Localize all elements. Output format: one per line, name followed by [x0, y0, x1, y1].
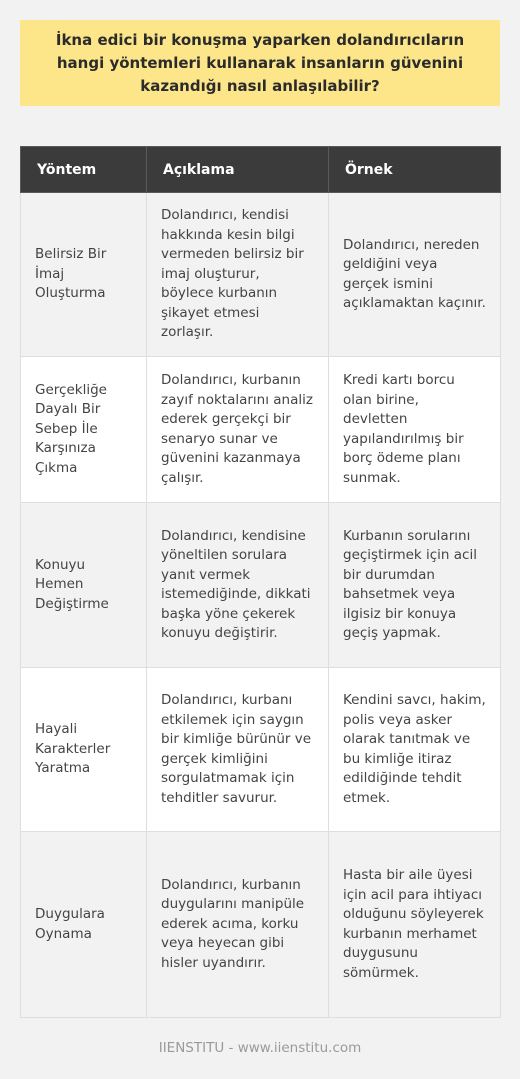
method-cell: Belirsiz Bir İmaj Oluşturma: [21, 193, 147, 357]
table-row: [21, 193, 501, 357]
description-cell: Dolandırıcı, kurbanın zayıf noktalarını analiz ederek gerçekçi bir senaryo sunar ve güvenini kazanmaya çalışır.: [147, 357, 329, 503]
method-cell: Duygulara Oynama: [21, 832, 147, 1018]
page-title: İkna edici bir konuşma yaparken dolandırıcıların hangi yöntemleri kullanarak insanların güvenini kazandığı nasıl anlaşılabilir?: [55, 30, 465, 95]
example-cell: Hasta bir aile üyesi için acil para ihtiyacı olduğunu söyleyerek kurbanın merhamet duygusunu sömürmek.: [329, 832, 501, 1018]
table-header-row: [21, 147, 501, 193]
table-row: [21, 503, 501, 668]
description-cell: Dolandırıcı, kurbanın duygularını manipüle ederek acıma, korku veya heyecan gibi hisler uyandırır.: [147, 832, 329, 1018]
table-row: [21, 668, 501, 832]
example-cell: Kurbanın sorularını geçiştirmek için acil bir durumdan bahsetmek veya ilgisiz bir konuya geçiş yapmak.: [329, 503, 501, 668]
column-header-description: Açıklama: [147, 147, 329, 193]
column-header-example: Örnek: [329, 147, 501, 193]
title-banner: [20, 20, 500, 106]
method-cell: Gerçekliğe Dayalı Bir Sebep İle Karşınıza Çıkma: [21, 357, 147, 503]
methods-table: [20, 146, 501, 1018]
table-row: [21, 357, 501, 503]
footer-credit: IIENSTITU - www.iienstitu.com: [158, 1040, 362, 1056]
description-cell: Dolandırıcı, kendisine yöneltilen sorulara yanıt vermek istemediğinde, dikkati başka yöne çekerek konuyu değiştirir.: [147, 503, 329, 668]
column-header-method: Yöntem: [21, 147, 147, 193]
method-cell: Hayali Karakterler Yaratma: [21, 668, 147, 832]
table-row: [21, 832, 501, 1018]
example-cell: Kredi kartı borcu olan birine, devletten yapılandırılmış bir borç ödeme planı sunmak.: [329, 357, 501, 503]
example-cell: Dolandırıcı, nereden geldiğini veya gerçek ismini açıklamaktan kaçınır.: [329, 193, 501, 357]
method-cell: Konuyu Hemen Değiştirme: [21, 503, 147, 668]
example-cell: Kendini savcı, hakim, polis veya asker olarak tanıtmak ve bu kimliğe itiraz edildiğinde tehdit etmek.: [329, 668, 501, 832]
description-cell: Dolandırıcı, kendisi hakkında kesin bilgi vermeden belirsiz bir imaj oluşturur, böylece kurbanın şikayet etmesi zorlaşır.: [147, 193, 329, 357]
description-cell: Dolandırıcı, kurbanı etkilemek için saygın bir kimliğe bürünür ve gerçek kimliğini sorgulatmamak için tehditler savurur.: [147, 668, 329, 832]
